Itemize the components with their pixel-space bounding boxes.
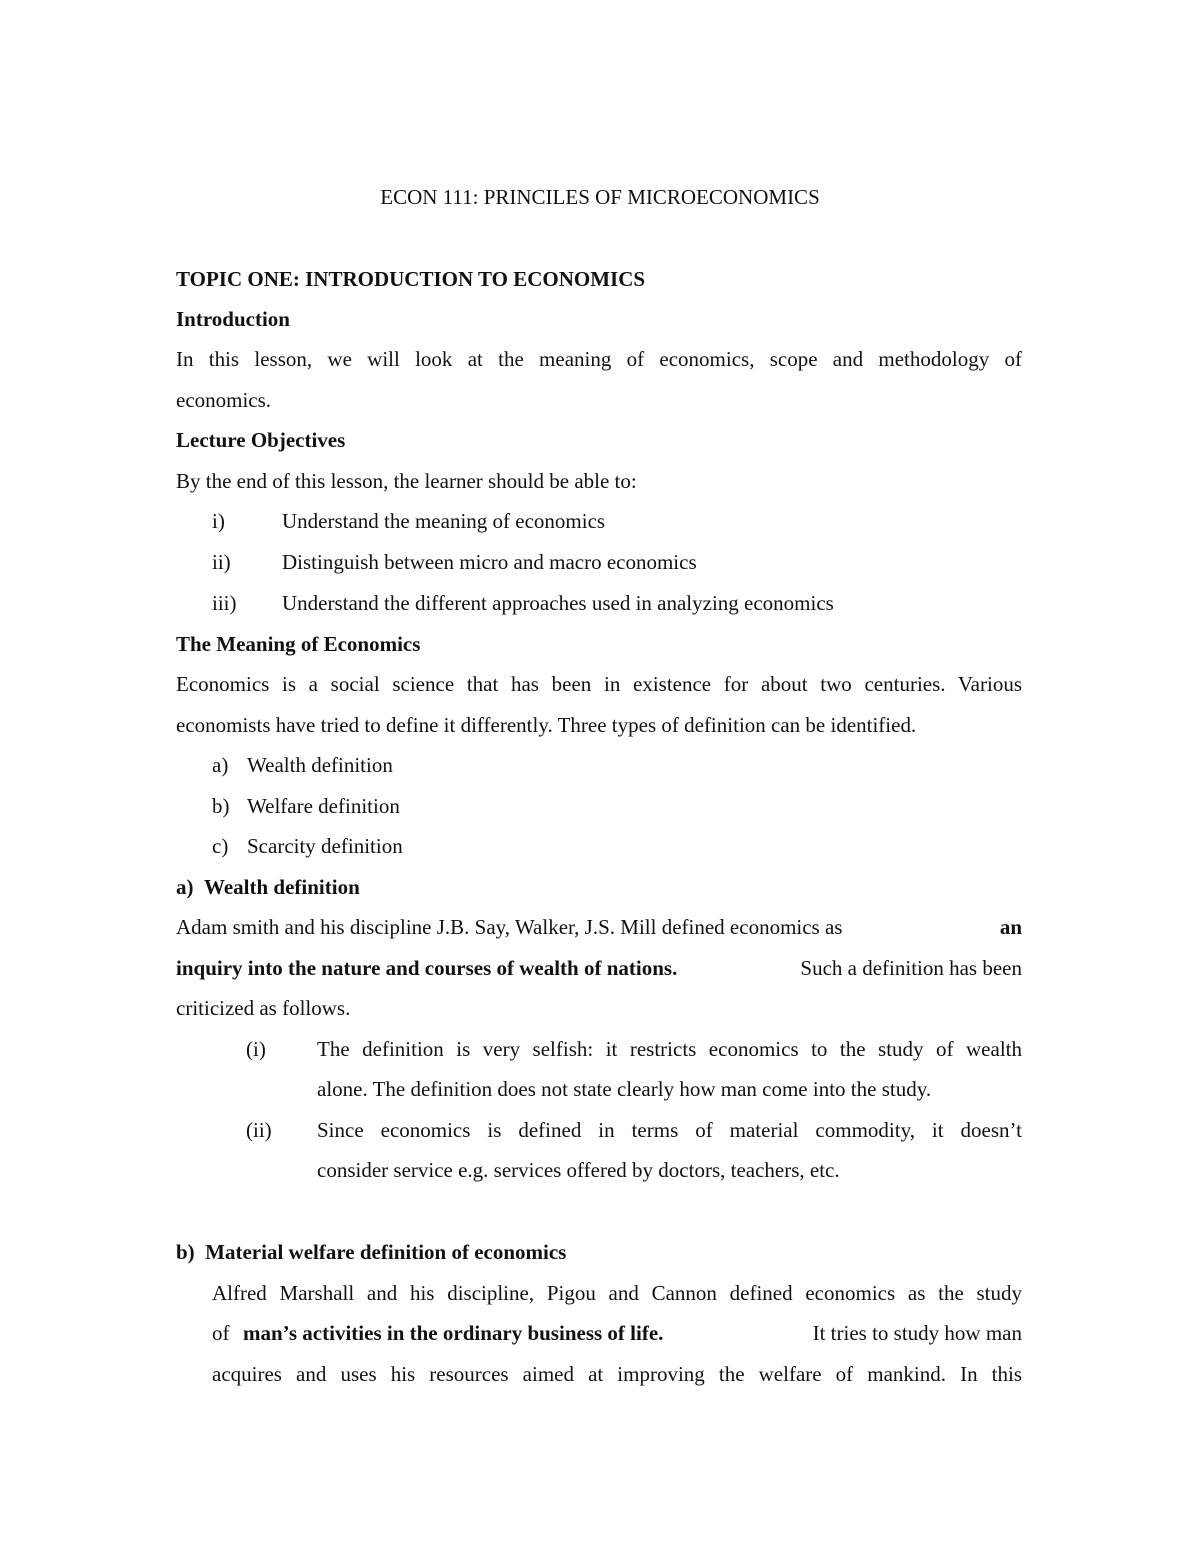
- document-title: ECON 111: PRINCILES OF MICROECONOMICS: [380, 185, 820, 209]
- objective-text: Understand the different approaches used in analyzing economics: [282, 591, 834, 615]
- welfare-text-line-1: [212, 1279, 1022, 1307]
- criticism-number: (i): [246, 1037, 266, 1061]
- objectives-lead: By the end of this lesson, the learner should be able to:: [176, 469, 637, 493]
- definition-type-text: Wealth definition: [247, 753, 393, 777]
- welfare-text-line-2: [212, 1319, 1022, 1347]
- criticism-number: (ii): [246, 1118, 272, 1142]
- introduction-heading: Introduction: [176, 307, 290, 331]
- wealth-text-segment: Adam smith and his discipline J.B. Say, Walker, J.S. Mill defined economics as: [176, 915, 843, 939]
- wealth-text-line-2: [176, 954, 1022, 982]
- wealth-definition-heading: a) Wealth definition: [176, 875, 360, 899]
- objective-number: ii): [212, 550, 231, 574]
- welfare-definition-heading: b) Material welfare definition of economics: [176, 1240, 567, 1264]
- welfare-text-segment: It tries to study how man: [812, 1321, 1022, 1345]
- meaning-text-line-1: Economics is a social science that has been in existence for about two centuries. Various: [176, 672, 1022, 696]
- welfare-quote: man’s activities in the ordinary business of life.: [243, 1321, 664, 1345]
- definition-type-letter: c): [212, 834, 229, 858]
- wealth-text-segment: Such a definition has been: [800, 956, 1022, 980]
- wealth-quote: inquiry into the nature and courses of wealth of nations.: [176, 956, 678, 980]
- objective-number: iii): [212, 591, 237, 615]
- objective-number: i): [212, 509, 225, 533]
- meaning-heading: The Meaning of Economics: [176, 632, 421, 656]
- topic-heading: TOPIC ONE: INTRODUCTION TO ECONOMICS: [176, 267, 646, 291]
- wealth-text-line-1: [176, 913, 1022, 941]
- meaning-text-line-2: economists have tried to define it differently. Three types of definition can be identified.: [176, 713, 917, 737]
- wealth-text-line-3: criticized as follows.: [176, 996, 351, 1020]
- wealth-quote-start: an: [999, 915, 1022, 939]
- definition-type-text: Scarcity definition: [247, 834, 403, 858]
- objective-text: Understand the meaning of economics: [282, 509, 606, 533]
- welfare-text-line-3: [212, 1360, 1022, 1388]
- definition-type-letter: b): [212, 794, 230, 818]
- definition-type-text: Welfare definition: [247, 794, 400, 818]
- introduction-text-line-1: In this lesson, we will look at the meaning of economics, scope and methodology of: [176, 347, 1022, 371]
- welfare-text-segment: of: [212, 1321, 230, 1345]
- welfare-text-segment: Alfred Marshall and his discipline, Pigou and Cannon defined economics as the study: [212, 1281, 1022, 1305]
- definition-type-letter: a): [212, 753, 229, 777]
- objectives-heading: Lecture Objectives: [176, 428, 346, 452]
- criticism-text: alone. The definition does not state clearly how man come into the study.: [317, 1077, 932, 1101]
- welfare-text-segment: acquires and uses his resources aimed at improving the welfare of mankind. In this: [212, 1362, 1022, 1386]
- criticism-text: The definition is very selfish: it restricts economics to the study of wealth: [317, 1037, 1022, 1061]
- criticism-text: Since economics is defined in terms of material commodity, it doesn’t: [317, 1118, 1022, 1142]
- introduction-text-line-2: economics.: [176, 388, 272, 412]
- criticism-text: consider service e.g. services offered by doctors, teachers, etc.: [317, 1158, 840, 1182]
- objective-text: Distinguish between micro and macro economics: [282, 550, 697, 574]
